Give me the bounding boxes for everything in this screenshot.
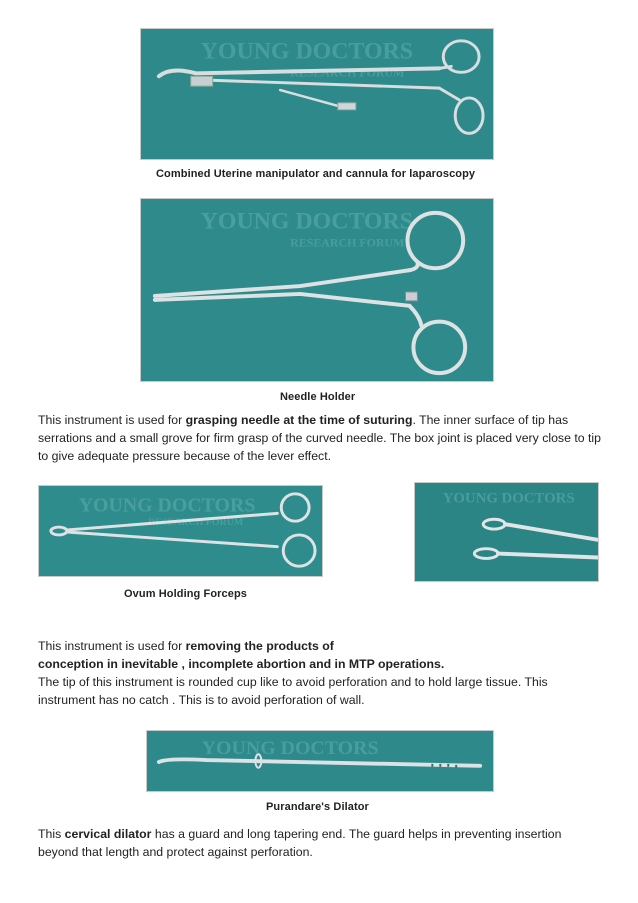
ovum-forceps-photo [38,485,323,577]
figure-caption: Ovum Holding Forceps [124,588,248,600]
needle-holder-description [38,411,603,465]
paragraph-emphasis: removing the products of [185,639,334,653]
watermark-text: YOUNG DOCTORS [201,738,379,760]
paragraph-text: . The inner surface of tip has serrations and a small grove for firm grasp of the curved needle. The box joint is placed very close to tip to give adequate pressure because of the lever effect. [38,413,601,463]
paragraph-text: The tip of this instrument is rounded cup like to avoid perforation and to hold large tissue. This instrument has no catch . This is to avoid perforation of wall. [38,675,548,707]
figure-caption: Needle Holder [280,391,356,403]
uterine-manipulator-photo [140,28,494,160]
watermark-text: YOUNG DOCTORS [200,38,414,65]
paragraph-emphasis: grasping needle at the time of suturing [185,413,413,427]
dilator-photo [146,730,494,792]
watermark-text: YOUNG DOCTORS [442,490,575,507]
dilator-description [38,825,603,861]
needle-holder-photo [140,198,494,382]
watermark-text: YOUNG DOCTORS [78,494,256,517]
paragraph-text: This [38,827,65,841]
ovum-forceps-tip-photo [414,482,599,582]
ovum-forceps-description [38,637,603,709]
paragraph-emphasis: cervical dilator [64,827,152,841]
paragraph-text: This instrument is used for [38,413,186,427]
watermark-text: YOUNG DOCTORS [200,208,413,235]
watermark-text: RESEARCH FORUM [290,235,405,250]
figure-caption: Combined Uterine manipulator and cannula for laparoscopy [156,168,476,180]
figure-caption: Purandare's Dilator [266,801,369,813]
watermark-text: RESEARCH FORUM [148,517,244,529]
paragraph-text: has a guard and long tapering end. The guard helps in preventing insertion beyond that length and protect against perforation. [38,827,562,859]
paragraph-text: This instrument is used for [38,639,186,653]
paragraph-emphasis: conception in inevitable , incomplete abortion and in MTP operations. [38,657,445,671]
watermark-text: RESEARCH FORUM [290,65,405,80]
